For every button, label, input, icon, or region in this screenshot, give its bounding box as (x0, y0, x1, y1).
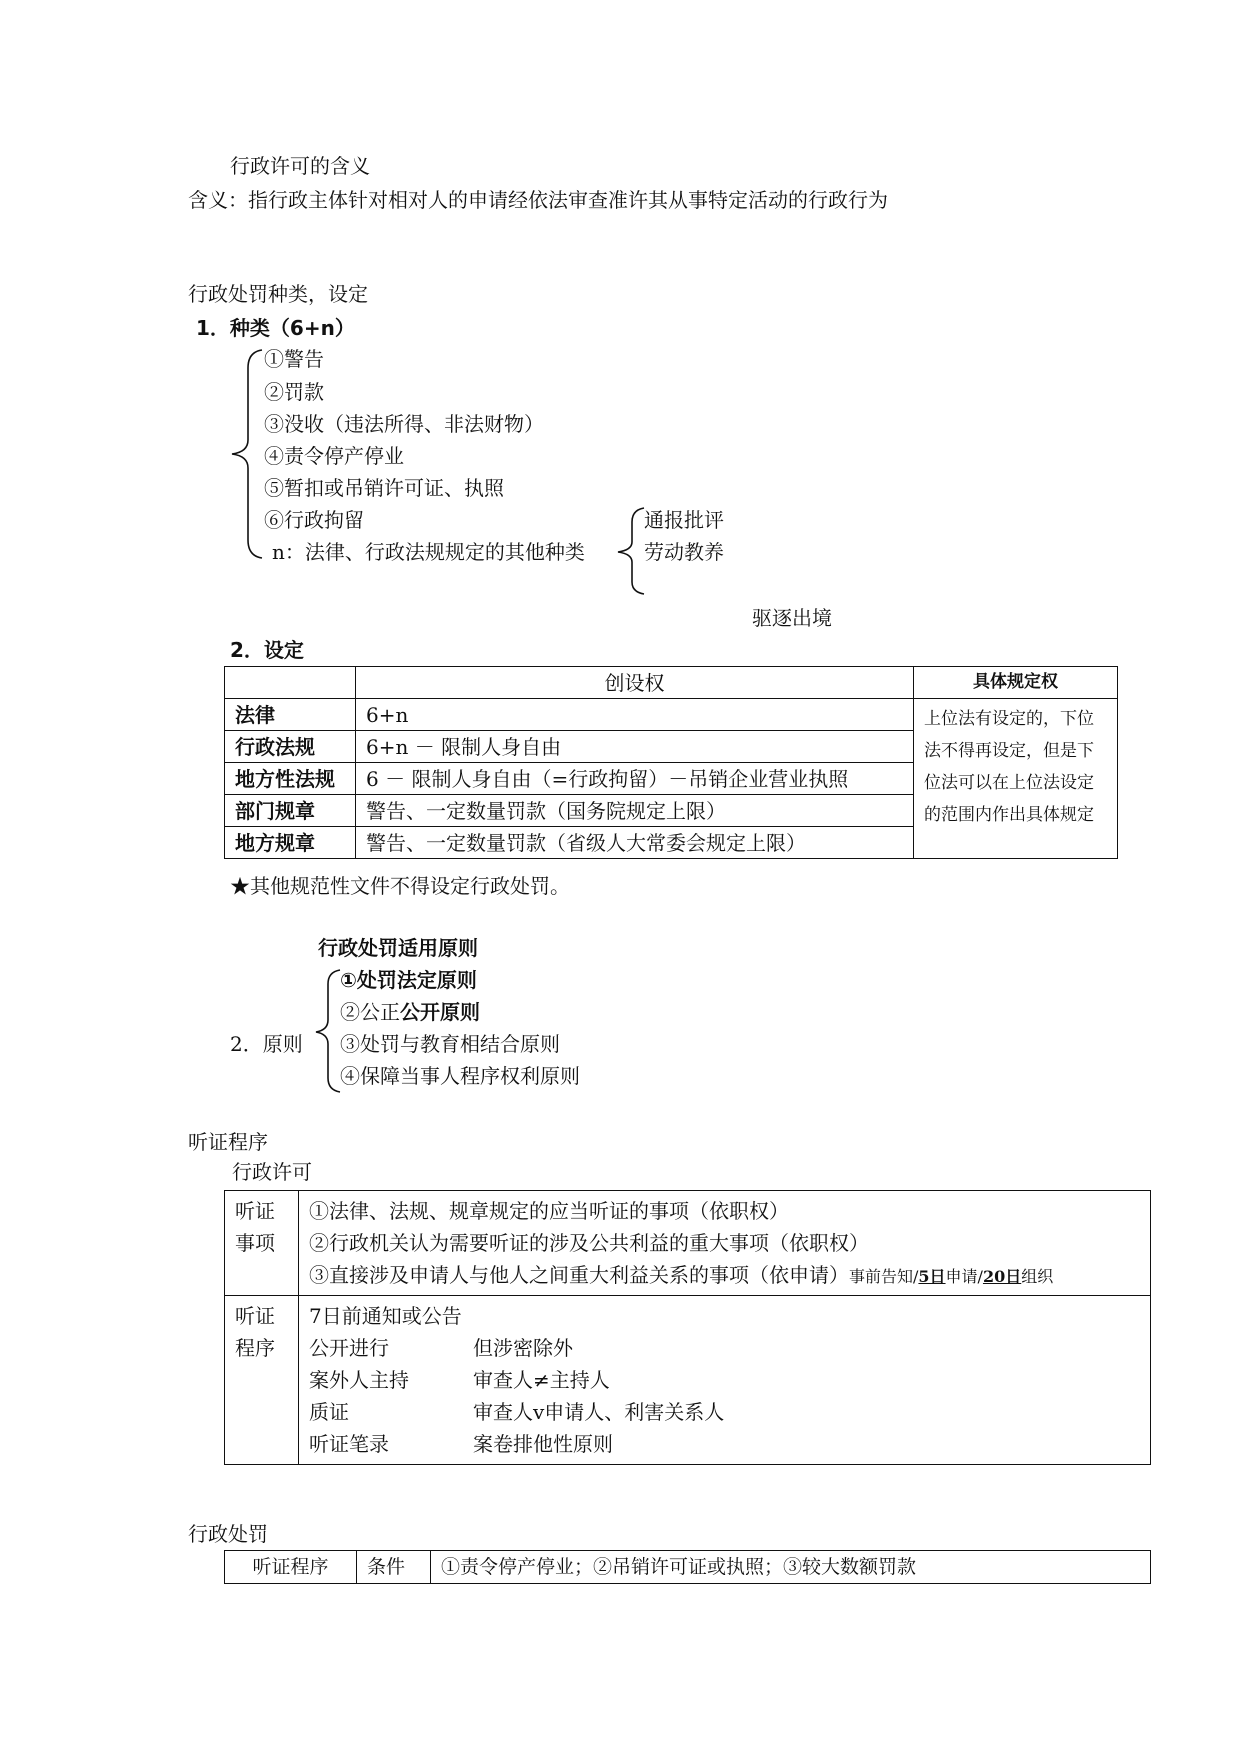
setting-title: 2．设定 (230, 638, 304, 662)
row-label: 部门规章 (225, 795, 356, 827)
penalty-hearing-table (224, 1550, 1151, 1584)
row-label: 地方性法规 (225, 763, 356, 795)
row-value: 6+n － 限制人身自由 (356, 731, 914, 763)
matter-item: ③直接涉及申请人与他人之间重大利益关系的事项（依申请）事前告知/5日申请/20日组织 (309, 1263, 1054, 1287)
principle-item: ③处罚与教育相结合原则 (340, 1032, 560, 1056)
procedure-item: 听证笔录 案卷排他性原则 (309, 1432, 613, 1456)
permit-definition: 含义：指行政主体针对相对人的申请经依法审查准许其从事特定活动的行政行为 (188, 188, 888, 212)
setting-table (224, 666, 1118, 859)
matters-label: 听证事项 (225, 1191, 299, 1296)
row-label: 行政法规 (225, 731, 356, 763)
matter-item: ①法律、法规、规章规定的应当听证的事项（依职权） (309, 1199, 789, 1223)
cell-condition-detail: ①责令停产停业；②吊销许可证或执照；③较大数额罚款 (431, 1551, 1151, 1584)
procedure-item: 7日前通知或公告 (309, 1304, 462, 1328)
penalty-heading: 行政处罚 (188, 1522, 268, 1546)
header-specific-power: 具体规定权 (914, 667, 1118, 699)
row-label: 法律 (225, 699, 356, 731)
row-label: 地方规章 (225, 827, 356, 859)
principle-item: ②公正公开原则 (340, 1000, 480, 1024)
table-header-row (225, 667, 1118, 699)
procedure-label: 听证程序 (225, 1296, 299, 1465)
type-item: ③没收（违法所得、非法财物） (264, 412, 544, 436)
cell-hearing-procedure: 听证程序 (225, 1551, 357, 1584)
hearing-sub-heading: 行政许可 (232, 1160, 312, 1184)
table-row (225, 1191, 1151, 1296)
specific-note: 上位法有设定的，下位法不得再设定，但是下位法可以在上位法设定的范围内作出具体规定 (914, 699, 1118, 859)
hearing-heading: 听证程序 (188, 1130, 268, 1154)
procedure-item: 质证 审查人v申请人、利害关系人 (309, 1400, 725, 1424)
n-item: n：法律、行政法规规定的其他种类 (272, 540, 585, 564)
hearing-table (224, 1190, 1151, 1465)
type-item: ②罚款 (264, 380, 324, 404)
type-item: ④责令停产停业 (264, 444, 404, 468)
row-value: 6 － 限制人身自由（=行政拘留）－吊销企业营业执照 (356, 763, 914, 795)
row-value: 警告、一定数量罚款（国务院规定上限） (356, 795, 914, 827)
deport-item: 驱逐出境 (752, 606, 832, 630)
procedure-item: 公开进行 但涉密除外 (309, 1336, 573, 1360)
principle-item: ④保障当事人程序权利原则 (340, 1064, 580, 1088)
header-create-power: 创设权 (356, 667, 914, 699)
permit-meaning-heading: 行政许可的含义 (230, 154, 370, 178)
type-item: ⑤暂扣或吊销许可证、执照 (264, 476, 504, 500)
table-row (225, 1551, 1151, 1584)
types-title: 1．种类（6+n） (196, 316, 355, 340)
cell-condition: 条件 (357, 1551, 431, 1584)
types-brace (228, 348, 264, 560)
principles-brace (314, 968, 342, 1094)
table-row (225, 699, 1118, 731)
other-types-brace (614, 506, 646, 594)
header-blank (225, 667, 356, 699)
matter-item: ②行政机关认为需要听证的涉及公共利益的重大事项（依职权） (309, 1231, 869, 1255)
penalty-types-heading: 行政处罚种类，设定 (188, 282, 368, 306)
type-item: ①警告 (264, 347, 324, 371)
star-note: ★其他规范性文件不得设定行政处罚。 (230, 874, 570, 898)
principles-heading: 行政处罚适用原则 (318, 936, 478, 960)
type-item: ⑥行政拘留 (264, 508, 364, 532)
other-type-item: 劳动教养 (644, 540, 724, 564)
procedure-item: 案外人主持 审查人≠主持人 (309, 1368, 610, 1392)
row-value: 警告、一定数量罚款（省级人大常委会规定上限） (356, 827, 914, 859)
principle-item: ①处罚法定原则 (340, 968, 477, 992)
principles-label: 2．原则 (230, 1032, 303, 1056)
row-value: 6+n (356, 699, 914, 731)
table-row (225, 1296, 1151, 1465)
other-type-item: 通报批评 (644, 508, 724, 532)
